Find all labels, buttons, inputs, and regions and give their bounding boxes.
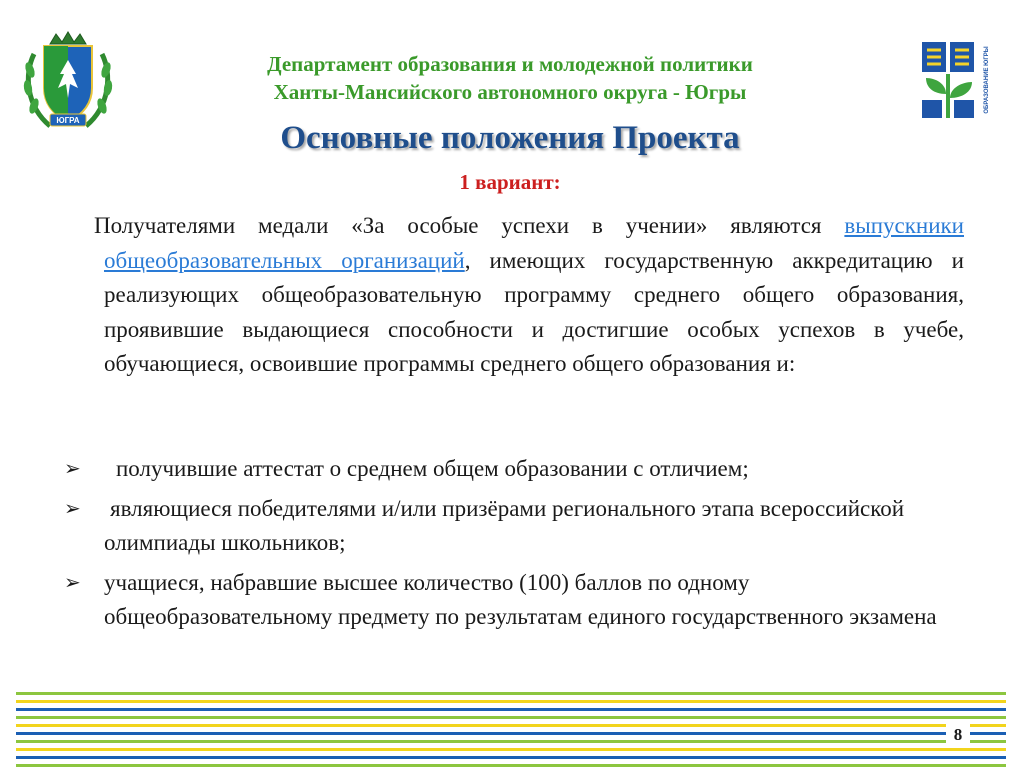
- decorative-stripes: [16, 692, 1006, 768]
- stripe-blue: [16, 732, 1006, 735]
- stripe-blue: [16, 756, 1006, 759]
- stripe-yellow: [16, 748, 1006, 751]
- stripe-green: [16, 740, 1006, 743]
- stripe-green: [16, 692, 1006, 695]
- arrow-bullet-icon: ➢: [64, 498, 81, 520]
- body-intro: Получателями медали «За особые успехи в учении» являются: [94, 213, 845, 238]
- education-logo-caption: ОБРАЗОВАНИЕ ЮГРЫ: [984, 46, 990, 114]
- stripe-yellow: [16, 724, 1006, 727]
- criteria-list: [64, 452, 964, 640]
- list-item-text: являющиеся победителями и/или призёрами регионального этапа всероссийской олимпиады школьников;: [104, 496, 905, 555]
- department-line-1: Департамент образования и молодежной политики: [267, 52, 753, 76]
- department-line-2: Ханты-Мансийского автономного округа - Югры: [273, 80, 747, 104]
- list-item-text: учащиеся, набравшие высшее количество (100) баллов по одному общеобразовательному предмету по результатам единого государственного экзамена: [104, 570, 937, 629]
- coat-of-arms-logo: [20, 30, 116, 134]
- stripe-blue: [16, 708, 1006, 711]
- list-item: [64, 492, 964, 560]
- emblem-caption: ЮГРА: [56, 116, 80, 125]
- page-number: 8: [946, 722, 970, 748]
- list-item: [64, 566, 964, 634]
- slide-title: Основные положения Проекта: [280, 120, 740, 156]
- variant-heading: 1 вариант:: [459, 170, 561, 194]
- list-item: [64, 452, 964, 486]
- department-heading: [160, 50, 860, 106]
- stripe-yellow: [16, 700, 1006, 703]
- arrow-bullet-icon: ➢: [64, 458, 81, 480]
- education-yugra-logo: [920, 38, 996, 122]
- graduates-link[interactable]: выпускники общеобразовательных организаций: [104, 213, 964, 273]
- list-item-text: получившие аттестат о среднем общем образовании с отличием;: [116, 456, 749, 481]
- body-continuation: , имеющих государственную аккредитацию и реализующих общеобразовательную программу среднего общего образования, проявившие выдающиеся способности и достигшие особых успехов в учебе, обучающиеся, освоившие программы среднего общего образования и:: [104, 247, 964, 376]
- stripe-green: [16, 764, 1006, 767]
- body-paragraph: [94, 209, 964, 382]
- stripe-green: [16, 716, 1006, 719]
- arrow-bullet-icon: ➢: [64, 572, 81, 594]
